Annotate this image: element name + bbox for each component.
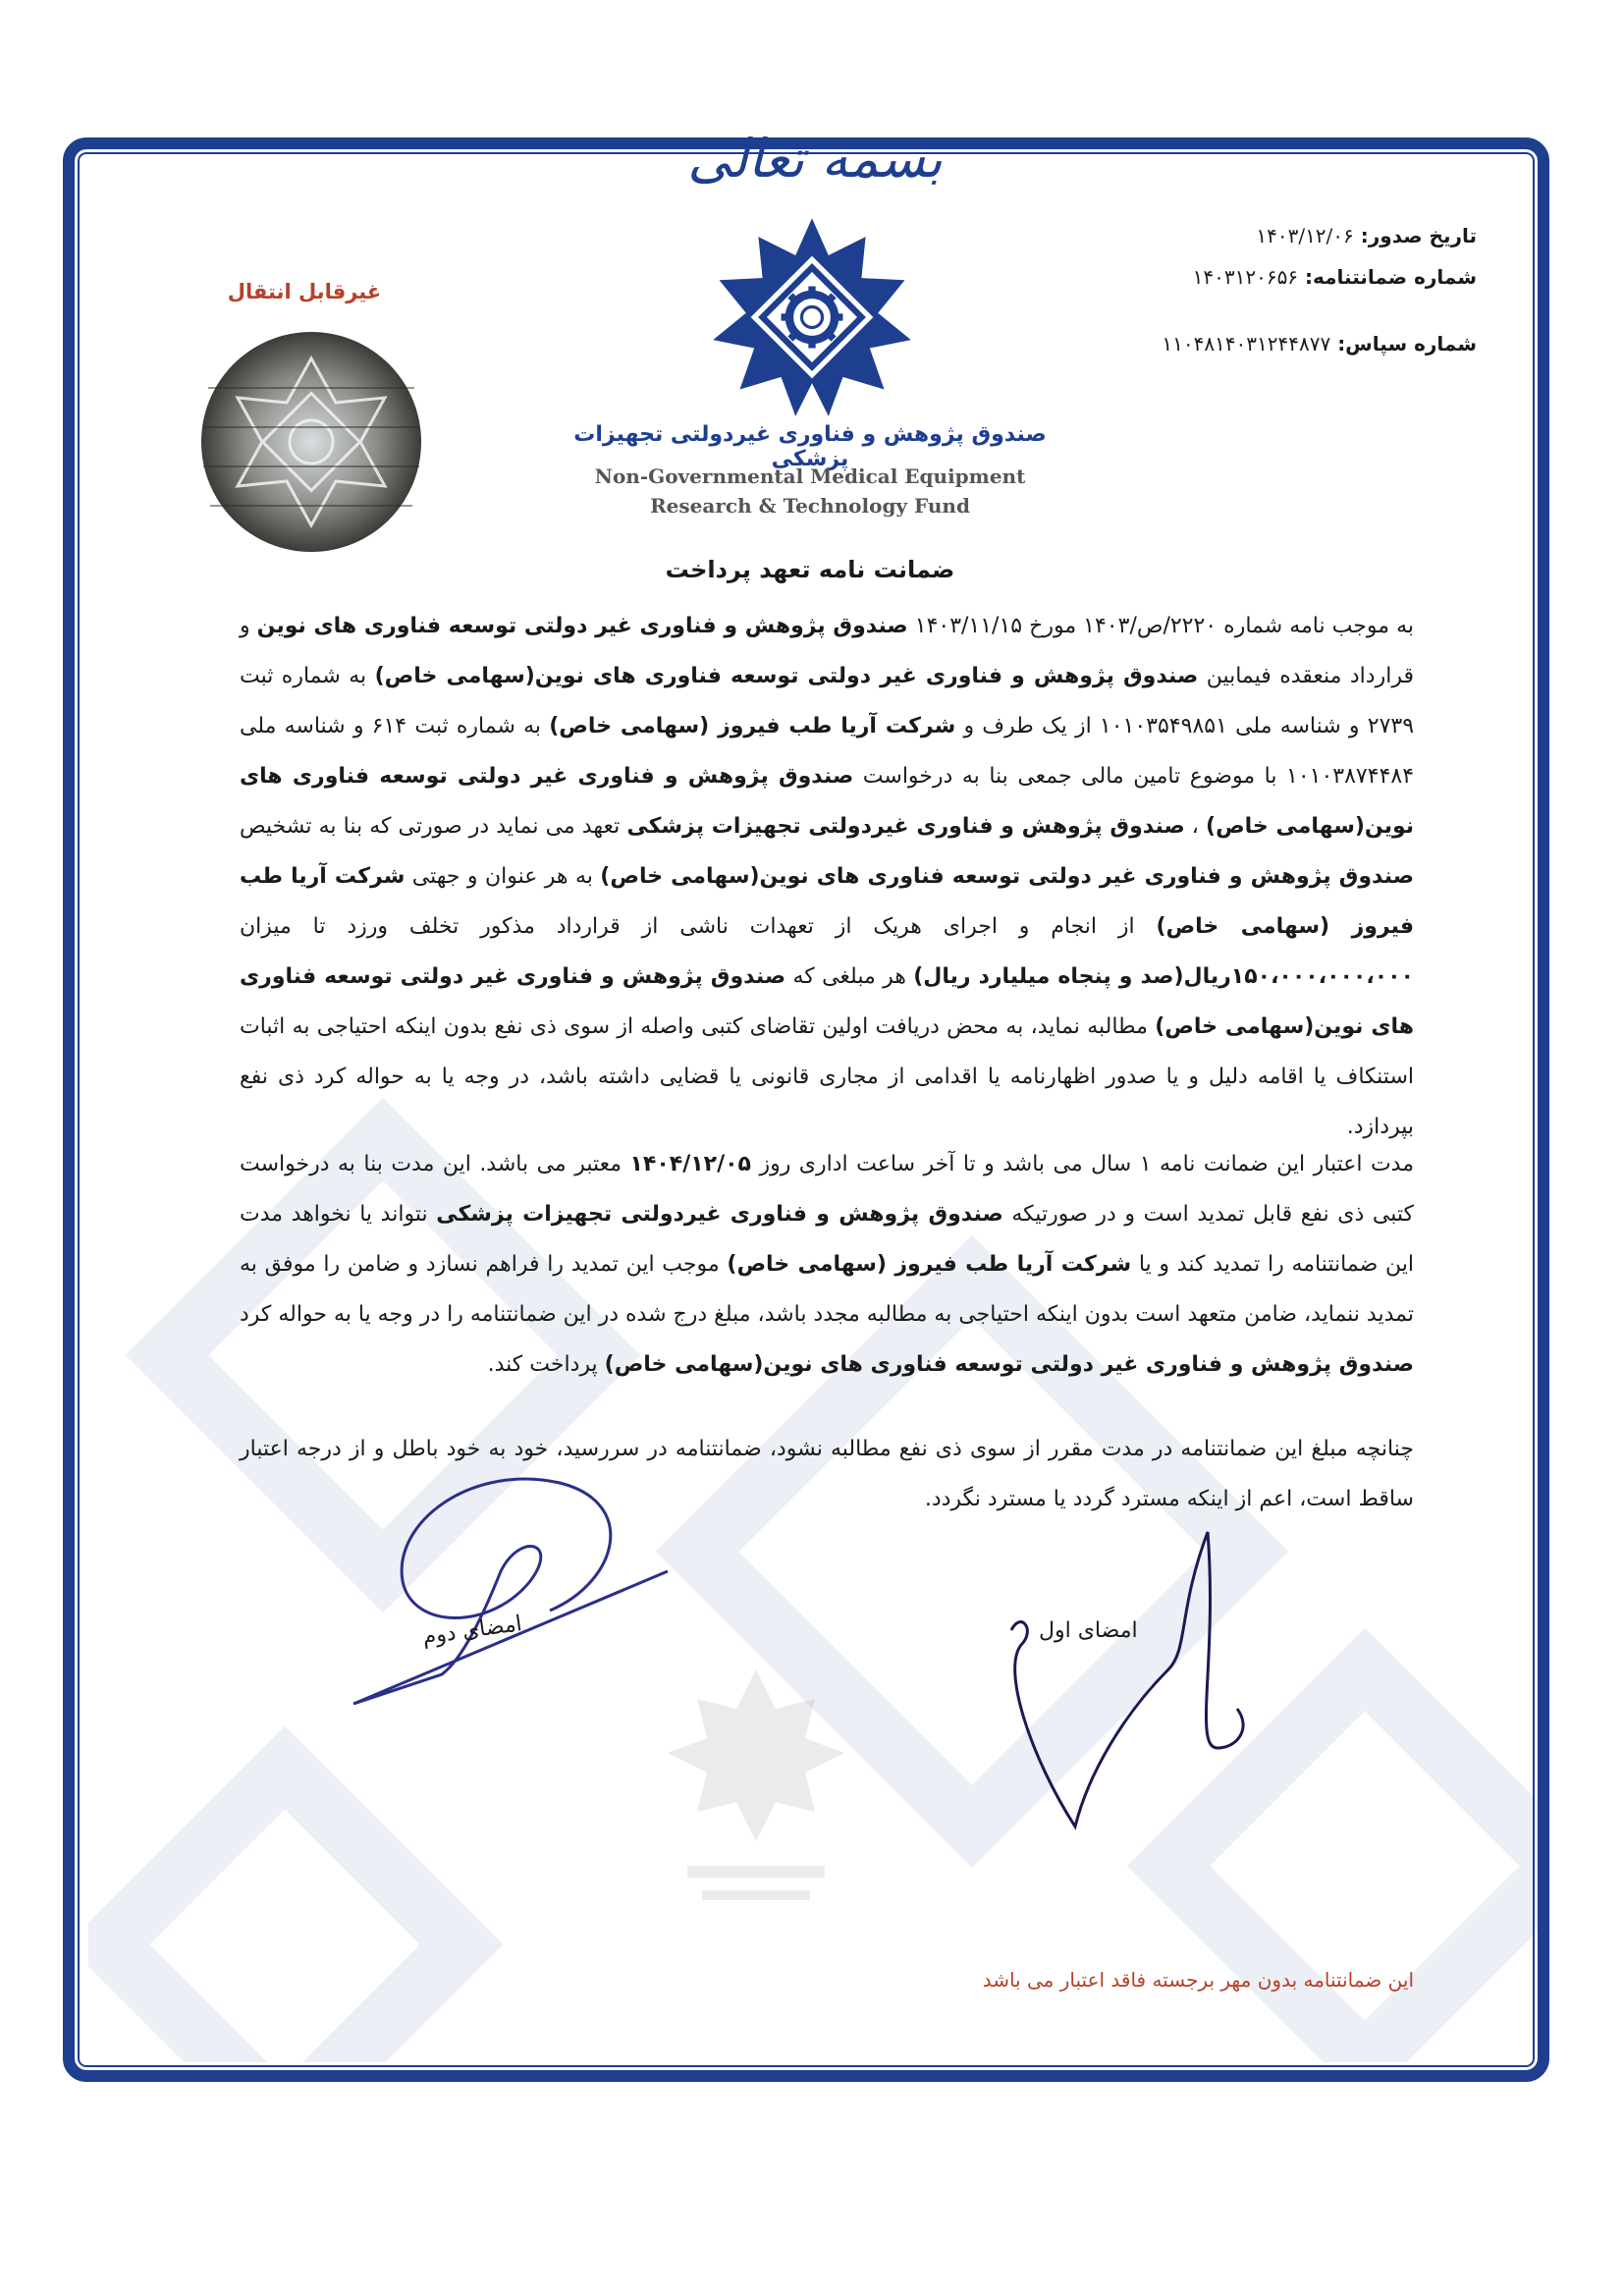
p1-bold: شرکت آریا طب فیروز (سهامی خاص) <box>240 864 1414 939</box>
bismillah-heading: بسمه تعالی <box>687 128 943 190</box>
org-name-fa: صندوق پژوهش و فناوری غیردولتی تجهیزات پزشکی <box>573 422 1047 471</box>
p2-text: معتبر می باشد. این مدت بنا به درخواست کتبی ذی نفع قابل تمدید است و در صورتیکه <box>240 1152 1415 1227</box>
document-title: ضمانت نامه تعهد پرداخت <box>665 556 955 583</box>
body-paragraph-3: چنانچه مبلغ این ضمانتنامه در مدت مقرر از سوی ذی نفع مطالبه نشود، ضمانتنامه در سررسید، خود به خود باطل و از درجه اعتبار ساقط است، اعم از اینکه مسترد گردد یا مسترد نگردد. <box>240 1437 1414 1511</box>
fund-logo-icon <box>709 214 915 420</box>
p1-text: به شماره ثبت ۶۱۴ و شناسه ملی ۱۰۱۰۳۸۷۴۴۸۴ با موضوع تامین مالی جمعی بنا به درخواست <box>240 714 1415 789</box>
p1-text: تعهد می نماید در صورتی که بنا به تشخیص <box>240 814 627 839</box>
p2-text: مدت اعتبار این ضمانت نامه ۱ سال می باشد و تا آخر ساعت اداری روز <box>750 1152 1414 1176</box>
issue-date-label: تاریخ صدور: <box>1360 224 1477 247</box>
second-signature-icon <box>295 1463 707 1728</box>
p1-text: و قرارداد منعقده فیمابین <box>240 614 1414 688</box>
issue-date-row <box>986 224 1477 247</box>
p2-bold: صندوق پژوهش و فناوری غیردولتی تجهیزات پزشکی <box>436 1202 1003 1227</box>
p1-bold: صندوق پژوهش و فناوری غیر دولتی توسعه فناوری های نوین(سهامی خاص) <box>240 764 1415 839</box>
guarantee-number-row <box>986 265 1477 289</box>
p2-bold: شرکت آریا طب فیروز (سهامی خاص) <box>727 1252 1132 1277</box>
p1-text: به موجب نامه شماره ۲۲۲۰/ص/۱۴۰۳ مورخ ۱۴۰۳/۱۱/۱۵ <box>907 614 1414 638</box>
sepas-number-value: ۱۱۰۴۸۱۴۰۳۱۲۴۴۸۷۷ <box>1162 332 1331 355</box>
faint-emblem-icon <box>658 1660 854 1954</box>
body-paragraph-1 <box>240 601 1414 1152</box>
footer-validity-note: این ضمانتنامه بدون مهر برجسته فاقد اعتبار می باشد <box>982 1968 1414 1992</box>
p1-bold: شرکت آریا طب فیروز (سهامی خاص) <box>549 714 956 738</box>
p2-text: موجب این تمدید را فراهم نسازد و ضامن را موفق به تمدید ننماید، ضامن متعهد است بدون اینکه احتیاجی به مطالبه مجدد باشد، مبلغ درج شده در این ضمانتنامه را در وجه یا به حواله کرد <box>239 1252 1414 1327</box>
p1-text: هر مبلغی که <box>785 964 914 989</box>
p1-bold: صندوق پژوهش و فناوری غیر دولتی توسعه فناوری های نوین <box>256 614 908 638</box>
org-name-en-line2: Research & Technology Fund <box>650 494 970 518</box>
p1-text: مطالبه نماید، به محض دریافت اولین تقاضای کتبی واصله از سوی ذی نفع بدون اینکه احتیاجی به اثبات استنکاف یا اقامه دلیل و یا صدور اظهارنامه یا اقدامی از مجاری قانونی یا قضایی داشته باشد، در وجه یا به حواله کرد ذی نفع بپردازد. <box>240 1014 1414 1139</box>
sepas-number-row <box>986 332 1477 355</box>
non-transferable-label: غیرقابل انتقال <box>227 280 382 303</box>
p2-bold: صندوق پژوهش و فناوری غیر دولتی توسعه فناوری های نوین(سهامی خاص) <box>604 1352 1414 1377</box>
p1-bold: صندوق پژوهش و فناوری غیر دولتی توسعه فناوری های نوین(سهامی خاص) <box>240 964 1415 1039</box>
org-name-en-line1: Non-Governmental Medical Equipment <box>594 465 1026 488</box>
p1-bold: صندوق پژوهش و فناوری غیر دولتی توسعه فناوری های نوین(سهامی خاص) <box>374 664 1199 688</box>
guarantee-amount: ۱۵۰،۰۰۰،۰۰۰،۰۰۰ریال(صد و پنجاه میلیارد ریال) <box>913 964 1414 989</box>
expiry-date: ۱۴۰۴/۱۲/۰۵ <box>629 1152 751 1176</box>
second-signature-label: امضای دوم <box>420 1612 524 1650</box>
p2-text: پرداخت کند. <box>487 1352 605 1377</box>
first-signature-icon <box>992 1512 1276 1846</box>
guarantee-number-value: ۱۴۰۳۱۲۰۶۵۶ <box>1192 265 1299 289</box>
p1-bold: صندوق پژوهش و فناوری غیردولتی تجهیزات پزشکی <box>626 814 1185 839</box>
hologram-seal-icon <box>198 329 424 555</box>
guarantee-number-label: شماره ضمانتنامه: <box>1305 265 1477 289</box>
p1-text: ، <box>1184 814 1207 839</box>
p2-text: نتواند یا نخواهد مدت این ضمانتنامه را تمدید کند و یا <box>240 1202 1414 1277</box>
p1-bold: صندوق پژوهش و فناوری غیر دولتی توسعه فناوری های نوین(سهامی خاص) <box>600 864 1414 889</box>
sepas-number-label: شماره سپاس: <box>1337 332 1477 355</box>
p1-text: به هر عنوان و جهتی <box>405 864 601 889</box>
first-signature-label: امضای اول <box>1039 1618 1138 1643</box>
body-paragraph-2 <box>240 1139 1414 1390</box>
p1-text: از انجام و اجرای هریک از تعهدات ناشی از قرارداد مذکور تخلف ورزد تا میزان <box>240 914 1157 939</box>
issue-date-value: ۱۴۰۳/۱۲/۰۶ <box>1256 224 1354 247</box>
org-name-en <box>550 462 1070 520</box>
p1-text: به شماره ثبت ۲۷۳۹ و شناسه ملی ۱۰۱۰۳۵۴۹۸۵۱ از یک طرف و <box>240 664 1415 738</box>
